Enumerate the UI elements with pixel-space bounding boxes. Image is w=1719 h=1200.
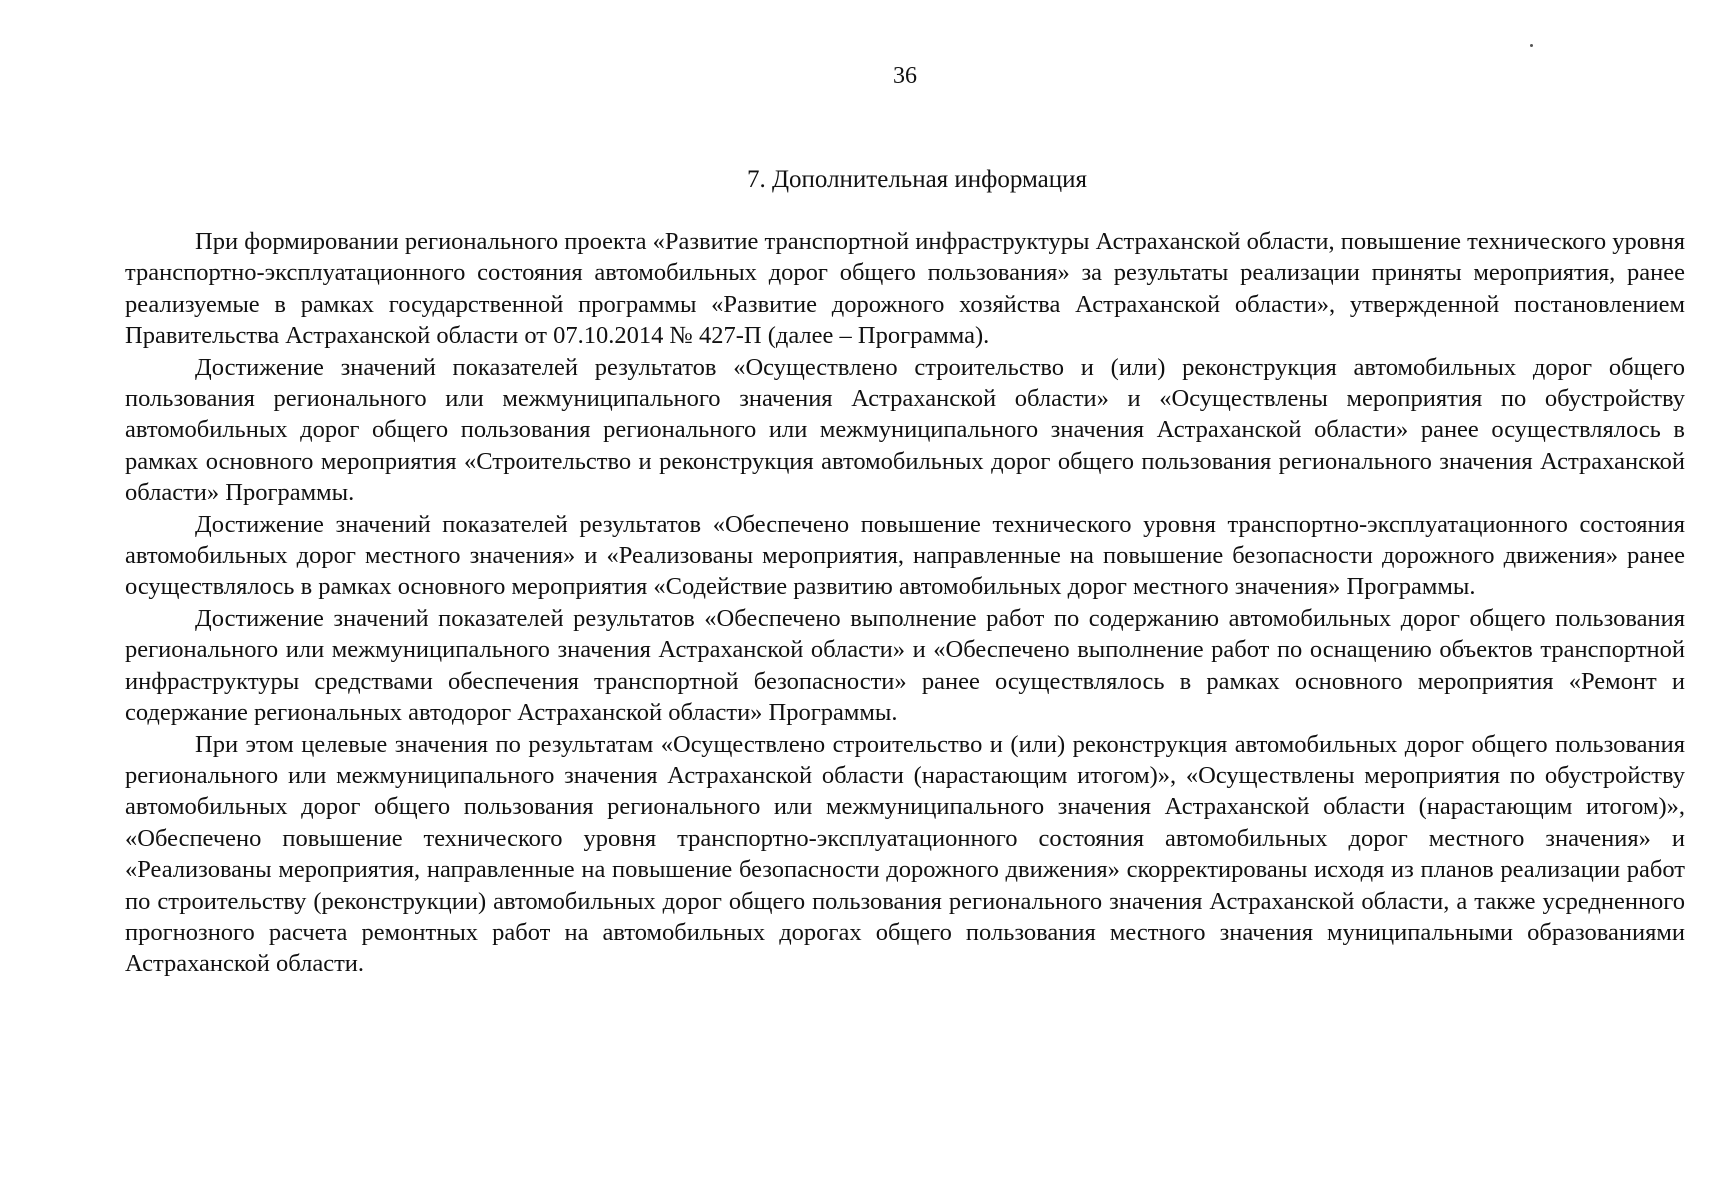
paragraph: Достижение значений показателей результатов «Обеспечено повышение технического уровня транспортно-эксплуатационного состояния автомобильных дорог местного значения» и «Реализованы мероприятия, направленные на повышение безопасности дорожного движения» ранее осуществлялось в рамках основного мероприятия «Содействие развитию автомобильных дорог местного значения» Программы. <box>125 510 1685 601</box>
paragraph: Достижение значений показателей результатов «Осуществлено строительство и (или) реконструкция автомобильных дорог общего пользования регионального или межмуниципального значения Астраханской области» и «Осуществлены мероприятия по обустройству автомобильных дорог общего пользования регионального или межмуниципального значения Астраханской области» ранее осуществлялось в рамках основного мероприятия «Строительство и реконструкция автомобильных дорог общего пользования регионального значения Астраханской области» Программы. <box>125 353 1685 507</box>
page-number: 36 <box>893 63 917 89</box>
scan-mark <box>1530 44 1533 47</box>
section-title: 7. Дополнительная информация <box>746 166 1088 193</box>
paragraph: При формировании регионального проекта «Развитие транспортной инфраструктуры Астраханской области, повышение технического уровня транспортно-эксплуатационного состояния автомобильных дорог общего пользования» за результаты реализации приняты мероприятия, ранее реализуемые в рамках государственной программы «Развитие дорожного хозяйства Астраханской области», утвержденной постановлением Правительства Астраханской области от 07.10.2014 № 427-П (далее – Программа). <box>125 228 1685 350</box>
paragraph: Достижение значений показателей результатов «Обеспечено выполнение работ по содержанию автомобильных дорог общего пользования регионального или межмуниципального значения Астраханской области» и «Обеспечено выполнение работ по оснащению объектов транспортной инфраструктуры средствами обеспечения транспортной безопасности» ранее осуществлялось в рамках основного мероприятия «Ремонт и содержание региональных автодорог Астраханской области» Программы. <box>125 604 1685 727</box>
paragraph: При этом целевые значения по результатам «Осуществлено строительство и (или) реконструкция автомобильных дорог общего пользования регионального или межмуниципального значения Астраханской области (нарастающим итогом)», «Осуществлены мероприятия по обустройству автомобильных дорог общего пользования регионального или межмуниципального значения Астраханской области (нарастающим итогом)», «Обеспечено повышение технического уровня транспортно-эксплуатационного состояния автомобильных дорог местного значения» и «Реализованы мероприятия, направленные на повышение безопасности дорожного движения» скорректированы исходя из планов реализации работ по строительству (реконструкции) автомобильных дорог общего пользования регионального значения Астраханской области, а также усредненного прогнозного расчета ремонтных работ на автомобильных дорогах общего пользования местного значения муниципальными образованиями Астраханской области. <box>125 730 1685 978</box>
document-body <box>125 226 1685 980</box>
